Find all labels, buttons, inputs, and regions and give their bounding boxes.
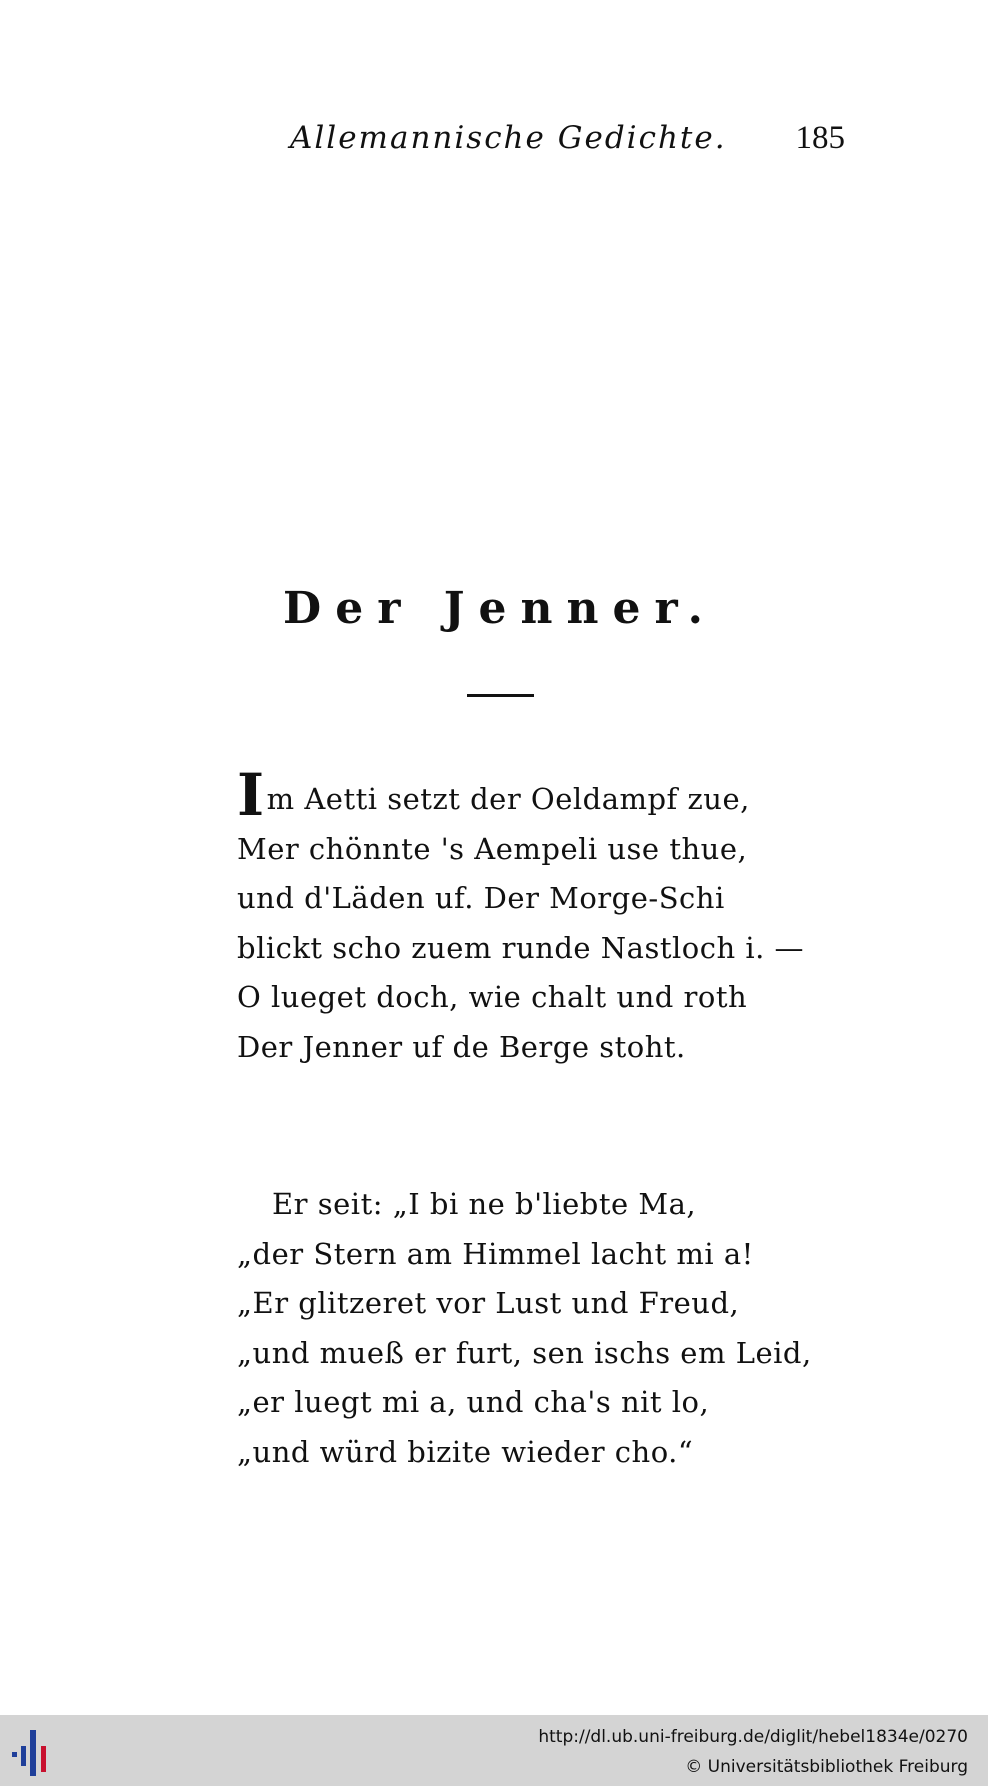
page-number: 185 (795, 120, 845, 156)
poem-line: Der Jenner uf de Berge stoht. (237, 1029, 686, 1064)
poem-line: „der Stern am Himmel lacht mi a! (237, 1236, 754, 1271)
poem-line: „Er glitzeret vor Lust und Freud, (237, 1286, 740, 1320)
poem-line: O lueget doch, wie chalt und roth (237, 980, 748, 1014)
stanza-2 (237, 1180, 812, 1477)
viewer-footer (0, 1715, 988, 1786)
poem-title: Der Jenner. (283, 583, 717, 634)
copyright-notice: © Universitätsbibliothek Freiburg (685, 1757, 968, 1777)
logo-bar-tall (30, 1730, 36, 1776)
university-library-logo-icon[interactable] (10, 1728, 60, 1778)
logo-bar-left (12, 1752, 17, 1757)
poem-line: und d'Läden uf. Der Morge-Schi (237, 881, 725, 915)
logo-bar-mid (21, 1746, 26, 1766)
running-title: Allemannische Gedichte. (290, 120, 727, 156)
poem-line: Mer chönnte 's Aempeli use thue, (237, 831, 748, 866)
poem-line: blickt scho zuem runde Nastloch i. — (237, 930, 805, 965)
poem-line: Er seit: „I bi ne b'liebte Ma, (272, 1187, 697, 1221)
page-header (290, 120, 850, 170)
permalink-url[interactable]: http://dl.ub.uni-freiburg.de/diglit/hebel1834e/0270 (538, 1727, 968, 1747)
title-divider (467, 694, 534, 697)
drop-cap: I (237, 761, 265, 829)
poem-line: „und würd bizite wieder cho.“ (237, 1434, 694, 1469)
poem-line (237, 761, 797, 829)
poem-line: „und mueß er furt, sen ischs em Leid, (237, 1335, 812, 1370)
poem-line-text: m Aetti setzt der Oeldampf zue, (266, 782, 750, 816)
stanza-1 (237, 761, 805, 1072)
poem-line: „er luegt mi a, und cha's nit lo, (237, 1385, 710, 1419)
logo-bar-red (41, 1746, 46, 1772)
